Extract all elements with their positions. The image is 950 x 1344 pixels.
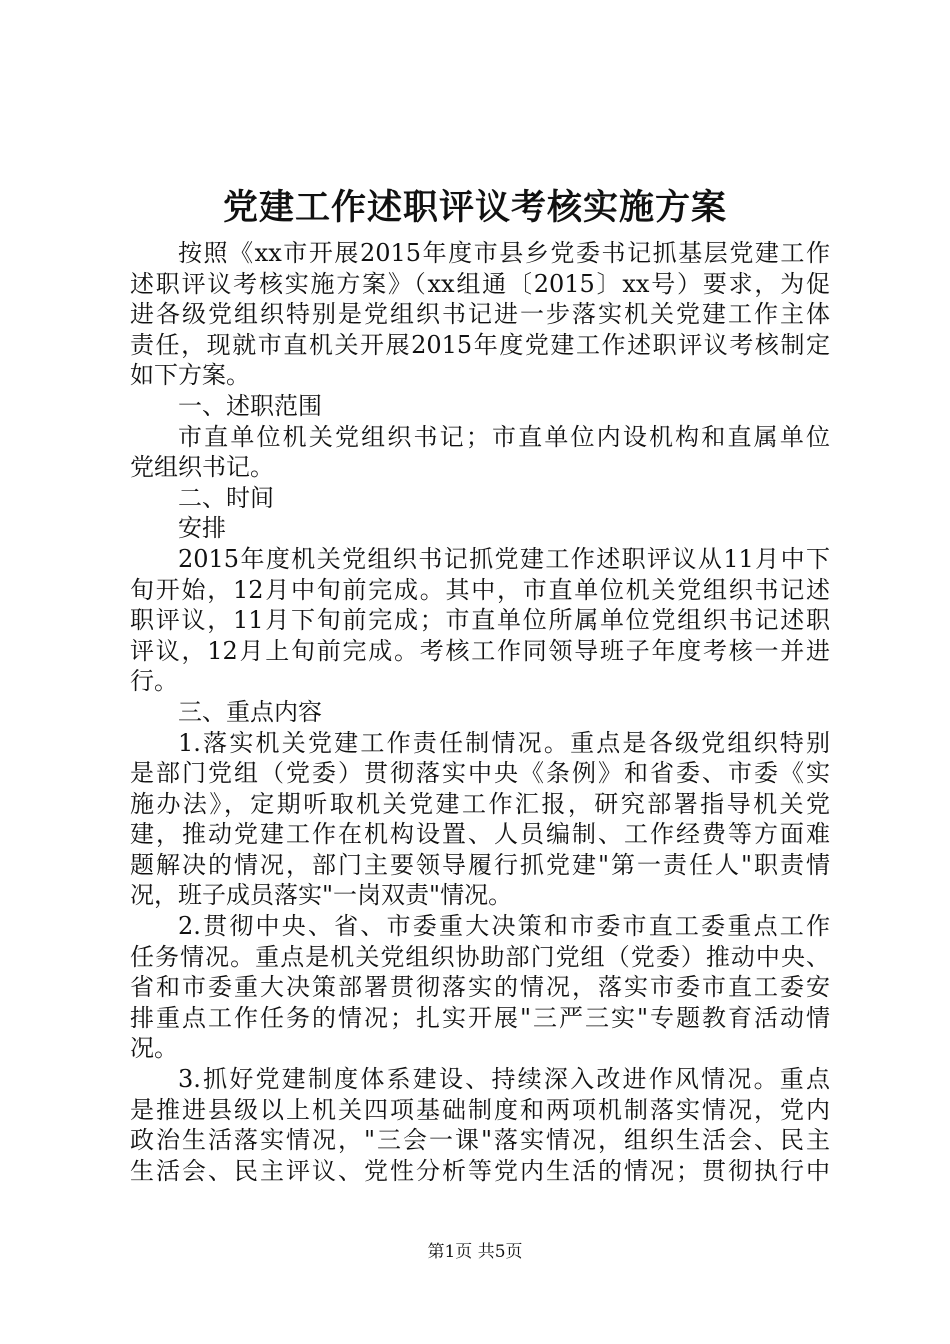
text-line: 3.抓好党建制度体系建设、持续深入改进作风情况。重点 [178, 1065, 830, 1094]
text-line: 1.落实机关党建工作责任制情况。重点是各级党组织特别 [178, 728, 830, 757]
text-line: 评议，12月上旬前完成。考核工作同领导班子年度考核一并进 [130, 636, 830, 665]
text-line: 按照《xx市开展2015年度市县乡党委书记抓基层党建工作 [178, 239, 830, 267]
text-line: 是部门党组（党委）贯彻落实中央《条例》和省委、市委《实 [130, 759, 830, 788]
text-line: 是推进县级以上机关四项基础制度和两项机制落实情况，党内 [130, 1095, 830, 1124]
text-line: 二、时间 [178, 483, 274, 512]
document-title: 党建工作述职评议考核实施方案 [222, 187, 727, 228]
text-line: 安排 [178, 514, 226, 543]
text-line: 职评议，11月下旬前完成；市直单位所属单位党组织书记述职 [130, 606, 830, 635]
text-line: 党组织书记。 [130, 453, 274, 482]
text-line: 行。 [130, 667, 178, 696]
text-line: 一、述职范围 [178, 391, 322, 420]
text-line: 施办法》，定期听取机关党建工作汇报，研究部署指导机关党 [130, 789, 830, 818]
text-line: 进各级党组织特别是党组织书记进一步落实机关党建工作主体 [130, 300, 830, 329]
text-line: 建，推动党建工作在机构设置、人员编制、工作经费等方面难 [130, 820, 830, 849]
text-line: 如下方案。 [130, 361, 250, 390]
document-body [130, 238, 830, 1186]
text-line: 2.贯彻中央、省、市委重大决策和市委市直工委重点工作 [178, 912, 830, 941]
text-line: 责任，现就市直机关开展2015年度党建工作述职评议考核制定 [130, 330, 830, 359]
page-footer: 第1页 共5页 [427, 1242, 523, 1262]
text-line: 政治生活落实情况，"三会一课"落实情况，组织生活会、民主 [130, 1126, 830, 1155]
text-line: 述职评议考核实施方案》（xx组通〔2015〕xx号）要求，为促 [130, 269, 830, 298]
text-line: 题解决的情况，部门主要领导履行抓党建"第一责任人"职责情 [130, 850, 830, 879]
text-line: 三、重点内容 [178, 697, 322, 726]
text-line: 市直单位机关党组织书记；市直单位内设机构和直属单位 [178, 422, 830, 451]
text-line: 况，班子成员落实"一岗双责"情况。 [130, 881, 513, 910]
text-line: 旬开始，12月中旬前完成。其中，市直单位机关党组织书记述 [130, 575, 830, 604]
text-line: 省和市委重大决策部署贯彻落实的情况，落实市委市直工委安 [130, 973, 830, 1002]
text-line: 况。 [130, 1034, 178, 1063]
text-line: 排重点工作任务的情况；扎实开展"三严三实"专题教育活动情 [130, 1003, 830, 1032]
text-line: 任务情况。重点是机关党组织协助部门党组（党委）推动中央、 [130, 942, 830, 971]
text-line: 2015年度机关党组织书记抓党建工作述职评议从11月中下 [178, 544, 830, 573]
text-line: 生活会、民主评议、党性分析等党内生活的情况；贯彻执行中 [130, 1156, 830, 1185]
